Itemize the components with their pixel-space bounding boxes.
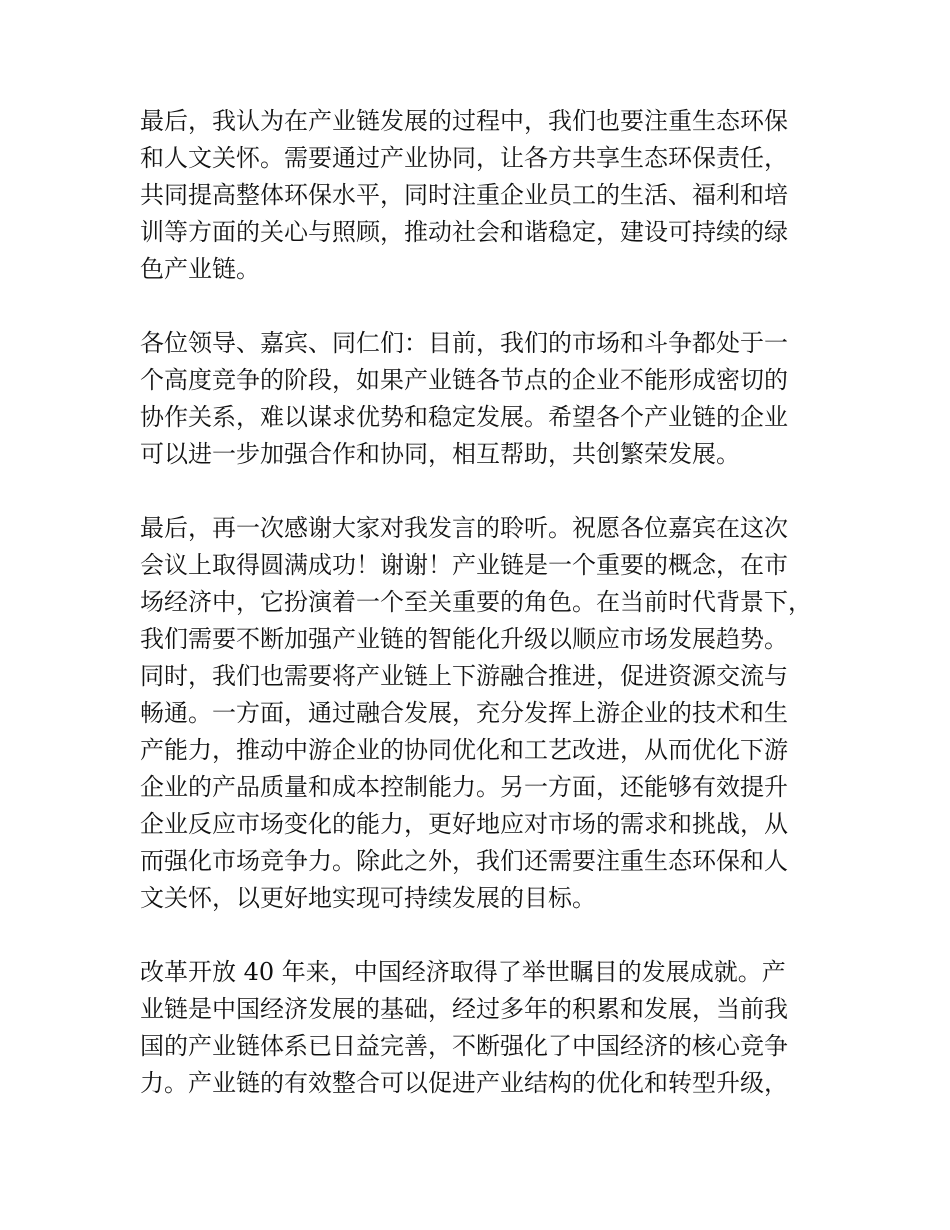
text-line: 畅通。一方面，通过融合发展，充分发挥上游企业的技术和生 — [140, 699, 788, 727]
text-line: 而强化市场竞争力。除此之外，我们还需要注重生态环保和人 — [140, 847, 788, 875]
text-line: 产能力，推动中游企业的协同优化和工艺改进，从而优化下游 — [140, 736, 788, 764]
text-line: 最后，再一次感谢大家对我发言的聆听。祝愿各位嘉宾在这次 — [140, 514, 788, 542]
text-line: 业链是中国经济发展的基础，经过多年的积累和发展，当前我 — [140, 995, 788, 1023]
document-body — [140, 103, 830, 1139]
text-line: 各位领导、嘉宾、同仁们：目前，我们的市场和斗争都处于一 — [140, 329, 788, 357]
text-line: 力。产业链的有效整合可以促进产业结构的优化和转型升级， — [140, 1069, 788, 1097]
text-line: 企业的产品质量和成本控制能力。另一方面，还能够有效提升 — [140, 773, 788, 801]
text-line: 会议上取得圆满成功！谢谢！产业链是一个重要的概念，在市 — [140, 551, 788, 579]
paragraph-3 — [140, 510, 830, 917]
text-line: 同时，我们也需要将产业链上下游融合推进，促进资源交流与 — [140, 662, 788, 690]
paragraph-1 — [140, 103, 830, 288]
text-line: 协作关系，难以谋求优势和稳定发展。希望各个产业链的企业 — [140, 403, 788, 431]
text-line: 场经济中，它扮演着一个至关重要的角色。在当前时代背景下， — [140, 588, 812, 616]
text-line: 最后，我认为在产业链发展的过程中，我们也要注重生态环保 — [140, 107, 788, 135]
text-line: 文关怀，以更好地实现可持续发展的目标。 — [140, 884, 596, 912]
paragraph-2 — [140, 325, 830, 473]
text-line: 共同提高整体环保水平，同时注重企业员工的生活、福利和培 — [140, 181, 788, 209]
text-line: 企业反应市场变化的能力，更好地应对市场的需求和挑战，从 — [140, 810, 788, 838]
text-line: 个高度竞争的阶段，如果产业链各节点的企业不能形成密切的 — [140, 366, 788, 394]
text-line: 和人文关怀。需要通过产业协同，让各方共享生态环保责任， — [140, 144, 788, 172]
text-line: 我们需要不断加强产业链的智能化升级以顺应市场发展趋势。 — [140, 625, 788, 653]
paragraph-4 — [140, 954, 830, 1102]
text-line: 色产业链。 — [140, 255, 260, 283]
text-line: 改革开放 40 年来，中国经济取得了举世瞩目的发展成就。产 — [140, 958, 786, 986]
text-line: 可以进一步加强合作和协同，相互帮助，共创繁荣发展。 — [140, 440, 740, 468]
text-line: 训等方面的关心与照顾，推动社会和谐稳定，建设可持续的绿 — [140, 218, 788, 246]
text-line: 国的产业链体系已日益完善，不断强化了中国经济的核心竞争 — [140, 1032, 788, 1060]
